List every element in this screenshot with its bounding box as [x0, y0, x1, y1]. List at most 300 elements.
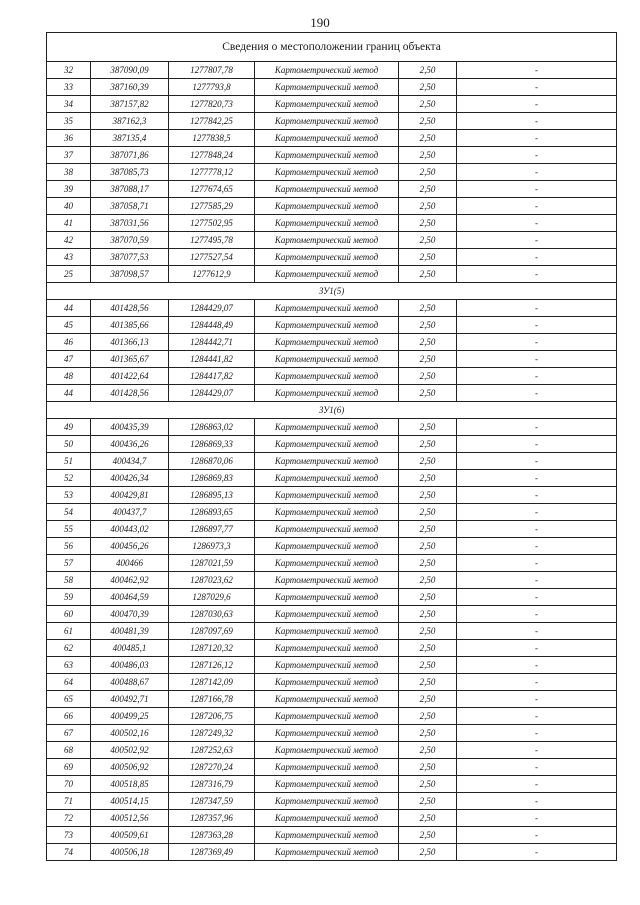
x-coordinate-cell: 400485,1 [91, 640, 169, 657]
determination-method-cell: Картометрический метод [255, 521, 399, 538]
description-cell: - [457, 810, 617, 827]
table-row [47, 368, 617, 385]
determination-method-cell: Картометрический метод [255, 96, 399, 113]
point-number-cell: 46 [47, 334, 91, 351]
determination-method-cell: Картометрический метод [255, 266, 399, 283]
description-cell: - [457, 742, 617, 759]
y-coordinate-cell: 1287142,09 [169, 674, 255, 691]
x-coordinate-cell: 401428,56 [91, 385, 169, 402]
determination-method-cell: Картометрический метод [255, 215, 399, 232]
table-row [47, 419, 617, 436]
x-coordinate-cell: 387157,82 [91, 96, 169, 113]
accuracy-cell: 2,50 [399, 589, 457, 606]
description-cell: - [457, 640, 617, 657]
description-cell: - [457, 130, 617, 147]
description-cell: - [457, 572, 617, 589]
determination-method-cell: Картометрический метод [255, 674, 399, 691]
description-cell: - [457, 147, 617, 164]
accuracy-cell: 2,50 [399, 334, 457, 351]
table-row [47, 436, 617, 453]
point-number-cell: 39 [47, 181, 91, 198]
accuracy-cell: 2,50 [399, 215, 457, 232]
description-cell: - [457, 351, 617, 368]
point-number-cell: 40 [47, 198, 91, 215]
table-row [47, 691, 617, 708]
description-cell: - [457, 436, 617, 453]
description-cell: - [457, 96, 617, 113]
accuracy-cell: 2,50 [399, 266, 457, 283]
x-coordinate-cell: 401422,64 [91, 368, 169, 385]
point-number-cell: 55 [47, 521, 91, 538]
determination-method-cell: Картометрический метод [255, 810, 399, 827]
point-number-cell: 48 [47, 368, 91, 385]
point-number-cell: 66 [47, 708, 91, 725]
accuracy-cell: 2,50 [399, 674, 457, 691]
determination-method-cell: Картометрический метод [255, 419, 399, 436]
description-cell: - [457, 776, 617, 793]
point-number-cell: 64 [47, 674, 91, 691]
description-cell: - [457, 385, 617, 402]
y-coordinate-cell: 1284429,07 [169, 300, 255, 317]
determination-method-cell: Картометрический метод [255, 555, 399, 572]
table-row [47, 487, 617, 504]
y-coordinate-cell: 1287357,96 [169, 810, 255, 827]
point-number-cell: 44 [47, 300, 91, 317]
determination-method-cell: Картометрический метод [255, 334, 399, 351]
x-coordinate-cell: 387160,39 [91, 79, 169, 96]
accuracy-cell: 2,50 [399, 147, 457, 164]
description-cell: - [457, 453, 617, 470]
page-number: 190 [310, 15, 330, 30]
table-row [47, 351, 617, 368]
accuracy-cell: 2,50 [399, 657, 457, 674]
description-cell: - [457, 470, 617, 487]
accuracy-cell: 2,50 [399, 300, 457, 317]
accuracy-cell: 2,50 [399, 810, 457, 827]
x-coordinate-cell: 387085,73 [91, 164, 169, 181]
description-cell: - [457, 555, 617, 572]
point-number-cell: 25 [47, 266, 91, 283]
determination-method-cell: Картометрический метод [255, 572, 399, 589]
description-cell: - [457, 589, 617, 606]
x-coordinate-cell: 387071,86 [91, 147, 169, 164]
table-row [47, 130, 617, 147]
point-number-cell: 42 [47, 232, 91, 249]
description-cell: - [457, 113, 617, 130]
y-coordinate-cell: 1277807,78 [169, 62, 255, 79]
description-cell: - [457, 844, 617, 861]
accuracy-cell: 2,50 [399, 606, 457, 623]
y-coordinate-cell: 1286973,3 [169, 538, 255, 555]
determination-method-cell: Картометрический метод [255, 657, 399, 674]
determination-method-cell: Картометрический метод [255, 368, 399, 385]
table-row [47, 759, 617, 776]
point-number-cell: 45 [47, 317, 91, 334]
description-cell: - [457, 181, 617, 198]
description-cell: - [457, 793, 617, 810]
table-row [47, 776, 617, 793]
description-cell: - [457, 419, 617, 436]
determination-method-cell: Картометрический метод [255, 691, 399, 708]
description-cell: - [457, 62, 617, 79]
accuracy-cell: 2,50 [399, 742, 457, 759]
y-coordinate-cell: 1287347,59 [169, 793, 255, 810]
table-row [47, 640, 617, 657]
table-row [47, 589, 617, 606]
accuracy-cell: 2,50 [399, 249, 457, 266]
accuracy-cell: 2,50 [399, 844, 457, 861]
point-number-cell: 49 [47, 419, 91, 436]
determination-method-cell: Картометрический метод [255, 147, 399, 164]
accuracy-cell: 2,50 [399, 521, 457, 538]
description-cell: - [457, 249, 617, 266]
point-number-cell: 71 [47, 793, 91, 810]
determination-method-cell: Картометрический метод [255, 742, 399, 759]
x-coordinate-cell: 400436,26 [91, 436, 169, 453]
y-coordinate-cell: 1277793,8 [169, 79, 255, 96]
x-coordinate-cell: 400437,7 [91, 504, 169, 521]
table-row [47, 623, 617, 640]
y-coordinate-cell: 1287097,69 [169, 623, 255, 640]
x-coordinate-cell: 400481,39 [91, 623, 169, 640]
x-coordinate-cell: 400486,03 [91, 657, 169, 674]
accuracy-cell: 2,50 [399, 79, 457, 96]
determination-method-cell: Картометрический метод [255, 844, 399, 861]
accuracy-cell: 2,50 [399, 793, 457, 810]
table-row [47, 470, 617, 487]
description-cell: - [457, 606, 617, 623]
boundary-coordinates-table [46, 32, 617, 861]
determination-method-cell: Картометрический метод [255, 385, 399, 402]
y-coordinate-cell: 1287206,75 [169, 708, 255, 725]
point-number-cell: 37 [47, 147, 91, 164]
table-row [47, 657, 617, 674]
description-cell: - [457, 623, 617, 640]
description-cell: - [457, 368, 617, 385]
point-number-cell: 47 [47, 351, 91, 368]
y-coordinate-cell: 1287166,78 [169, 691, 255, 708]
point-number-cell: 32 [47, 62, 91, 79]
table-row [47, 453, 617, 470]
description-cell: - [457, 708, 617, 725]
description-cell: - [457, 538, 617, 555]
point-number-cell: 73 [47, 827, 91, 844]
determination-method-cell: Картометрический метод [255, 130, 399, 147]
table-row [47, 810, 617, 827]
determination-method-cell: Картометрический метод [255, 232, 399, 249]
point-number-cell: 35 [47, 113, 91, 130]
x-coordinate-cell: 400426,34 [91, 470, 169, 487]
accuracy-cell: 2,50 [399, 538, 457, 555]
table-row [47, 266, 617, 283]
x-coordinate-cell: 387135,4 [91, 130, 169, 147]
table-row [47, 725, 617, 742]
determination-method-cell: Картометрический метод [255, 198, 399, 215]
description-cell: - [457, 487, 617, 504]
accuracy-cell: 2,50 [399, 623, 457, 640]
determination-method-cell: Картометрический метод [255, 640, 399, 657]
y-coordinate-cell: 1284441,82 [169, 351, 255, 368]
y-coordinate-cell: 1286895,13 [169, 487, 255, 504]
table-row [47, 385, 617, 402]
y-coordinate-cell: 1286869,33 [169, 436, 255, 453]
determination-method-cell: Картометрический метод [255, 300, 399, 317]
determination-method-cell: Картометрический метод [255, 725, 399, 742]
y-coordinate-cell: 1284442,71 [169, 334, 255, 351]
table-row [47, 249, 617, 266]
determination-method-cell: Картометрический метод [255, 79, 399, 96]
point-number-cell: 65 [47, 691, 91, 708]
point-number-cell: 62 [47, 640, 91, 657]
section-header-row [47, 283, 617, 300]
description-cell: - [457, 674, 617, 691]
y-coordinate-cell: 1287363,28 [169, 827, 255, 844]
table-row [47, 742, 617, 759]
table-title-row [47, 33, 617, 62]
description-cell: - [457, 759, 617, 776]
table-row [47, 674, 617, 691]
x-coordinate-cell: 400429,81 [91, 487, 169, 504]
point-number-cell: 57 [47, 555, 91, 572]
determination-method-cell: Картометрический метод [255, 249, 399, 266]
accuracy-cell: 2,50 [399, 351, 457, 368]
point-number-cell: 33 [47, 79, 91, 96]
accuracy-cell: 2,50 [399, 759, 457, 776]
y-coordinate-cell: 1287021,59 [169, 555, 255, 572]
determination-method-cell: Картометрический метод [255, 538, 399, 555]
accuracy-cell: 2,50 [399, 453, 457, 470]
y-coordinate-cell: 1277842,25 [169, 113, 255, 130]
x-coordinate-cell: 401385,66 [91, 317, 169, 334]
table-row [47, 96, 617, 113]
determination-method-cell: Картометрический метод [255, 453, 399, 470]
y-coordinate-cell: 1286869,83 [169, 470, 255, 487]
x-coordinate-cell: 400506,18 [91, 844, 169, 861]
point-number-cell: 52 [47, 470, 91, 487]
table-row [47, 334, 617, 351]
point-number-cell: 36 [47, 130, 91, 147]
point-number-cell: 44 [47, 385, 91, 402]
y-coordinate-cell: 1287270,24 [169, 759, 255, 776]
point-number-cell: 54 [47, 504, 91, 521]
x-coordinate-cell: 400502,16 [91, 725, 169, 742]
point-number-cell: 43 [47, 249, 91, 266]
determination-method-cell: Картометрический метод [255, 164, 399, 181]
accuracy-cell: 2,50 [399, 725, 457, 742]
point-number-cell: 59 [47, 589, 91, 606]
determination-method-cell: Картометрический метод [255, 589, 399, 606]
description-cell: - [457, 504, 617, 521]
accuracy-cell: 2,50 [399, 487, 457, 504]
point-number-cell: 34 [47, 96, 91, 113]
table-row [47, 232, 617, 249]
y-coordinate-cell: 1277848,24 [169, 147, 255, 164]
determination-method-cell: Картометрический метод [255, 487, 399, 504]
x-coordinate-cell: 400466 [91, 555, 169, 572]
point-number-cell: 53 [47, 487, 91, 504]
point-number-cell: 60 [47, 606, 91, 623]
determination-method-cell: Картометрический метод [255, 436, 399, 453]
x-coordinate-cell: 400518,85 [91, 776, 169, 793]
determination-method-cell: Картометрический метод [255, 470, 399, 487]
accuracy-cell: 2,50 [399, 232, 457, 249]
y-coordinate-cell: 1287316,79 [169, 776, 255, 793]
y-coordinate-cell: 1287030,63 [169, 606, 255, 623]
y-coordinate-cell: 1277612,9 [169, 266, 255, 283]
description-cell: - [457, 691, 617, 708]
x-coordinate-cell: 400470,39 [91, 606, 169, 623]
table-row [47, 521, 617, 538]
y-coordinate-cell: 1286870,06 [169, 453, 255, 470]
accuracy-cell: 2,50 [399, 504, 457, 521]
x-coordinate-cell: 387070,59 [91, 232, 169, 249]
table-row [47, 827, 617, 844]
x-coordinate-cell: 400492,71 [91, 691, 169, 708]
determination-method-cell: Картометрический метод [255, 62, 399, 79]
accuracy-cell: 2,50 [399, 555, 457, 572]
y-coordinate-cell: 1277820,73 [169, 96, 255, 113]
point-number-cell: 70 [47, 776, 91, 793]
description-cell: - [457, 79, 617, 96]
y-coordinate-cell: 1286893,65 [169, 504, 255, 521]
determination-method-cell: Картометрический метод [255, 708, 399, 725]
determination-method-cell: Картометрический метод [255, 776, 399, 793]
point-number-cell: 50 [47, 436, 91, 453]
x-coordinate-cell: 401365,67 [91, 351, 169, 368]
point-number-cell: 74 [47, 844, 91, 861]
x-coordinate-cell: 387162,3 [91, 113, 169, 130]
x-coordinate-cell: 387031,56 [91, 215, 169, 232]
accuracy-cell: 2,50 [399, 385, 457, 402]
x-coordinate-cell: 401428,56 [91, 300, 169, 317]
x-coordinate-cell: 400512,56 [91, 810, 169, 827]
table-row [47, 164, 617, 181]
y-coordinate-cell: 1277495,78 [169, 232, 255, 249]
accuracy-cell: 2,50 [399, 130, 457, 147]
y-coordinate-cell: 1287023,62 [169, 572, 255, 589]
x-coordinate-cell: 400435,39 [91, 419, 169, 436]
table-row [47, 793, 617, 810]
description-cell: - [457, 334, 617, 351]
table-row [47, 215, 617, 232]
table-row [47, 538, 617, 555]
y-coordinate-cell: 1287249,32 [169, 725, 255, 742]
description-cell: - [457, 827, 617, 844]
x-coordinate-cell: 400502,92 [91, 742, 169, 759]
point-number-cell: 56 [47, 538, 91, 555]
x-coordinate-cell: 400499,25 [91, 708, 169, 725]
x-coordinate-cell: 400462,92 [91, 572, 169, 589]
x-coordinate-cell: 387098,57 [91, 266, 169, 283]
accuracy-cell: 2,50 [399, 827, 457, 844]
x-coordinate-cell: 387088,17 [91, 181, 169, 198]
description-cell: - [457, 232, 617, 249]
determination-method-cell: Картометрический метод [255, 606, 399, 623]
point-number-cell: 38 [47, 164, 91, 181]
determination-method-cell: Картометрический метод [255, 759, 399, 776]
table-row [47, 708, 617, 725]
point-number-cell: 69 [47, 759, 91, 776]
determination-method-cell: Картометрический метод [255, 504, 399, 521]
x-coordinate-cell: 400506,92 [91, 759, 169, 776]
description-cell: - [457, 657, 617, 674]
section-label: ЗУ1(5) [47, 283, 617, 300]
table-row [47, 113, 617, 130]
determination-method-cell: Картометрический метод [255, 827, 399, 844]
accuracy-cell: 2,50 [399, 368, 457, 385]
determination-method-cell: Картометрический метод [255, 351, 399, 368]
description-cell: - [457, 164, 617, 181]
description-cell: - [457, 300, 617, 317]
accuracy-cell: 2,50 [399, 572, 457, 589]
table-row [47, 504, 617, 521]
x-coordinate-cell: 387090,09 [91, 62, 169, 79]
y-coordinate-cell: 1286897,77 [169, 521, 255, 538]
description-cell: - [457, 317, 617, 334]
accuracy-cell: 2,50 [399, 198, 457, 215]
x-coordinate-cell: 387058,71 [91, 198, 169, 215]
point-number-cell: 61 [47, 623, 91, 640]
accuracy-cell: 2,50 [399, 436, 457, 453]
accuracy-cell: 2,50 [399, 640, 457, 657]
table-row [47, 572, 617, 589]
section-header-row [47, 402, 617, 419]
x-coordinate-cell: 400514,15 [91, 793, 169, 810]
table-row [47, 79, 617, 96]
table-row [47, 147, 617, 164]
x-coordinate-cell: 400443,02 [91, 521, 169, 538]
y-coordinate-cell: 1286863,02 [169, 419, 255, 436]
determination-method-cell: Картометрический метод [255, 793, 399, 810]
y-coordinate-cell: 1284448,49 [169, 317, 255, 334]
y-coordinate-cell: 1277838,5 [169, 130, 255, 147]
determination-method-cell: Картометрический метод [255, 181, 399, 198]
table-row [47, 606, 617, 623]
x-coordinate-cell: 401366,13 [91, 334, 169, 351]
y-coordinate-cell: 1284429,07 [169, 385, 255, 402]
table-row [47, 555, 617, 572]
table-row [47, 317, 617, 334]
description-cell: - [457, 521, 617, 538]
x-coordinate-cell: 400456,26 [91, 538, 169, 555]
section-label: ЗУ1(6) [47, 402, 617, 419]
accuracy-cell: 2,50 [399, 113, 457, 130]
accuracy-cell: 2,50 [399, 708, 457, 725]
y-coordinate-cell: 1277527,54 [169, 249, 255, 266]
description-cell: - [457, 198, 617, 215]
point-number-cell: 68 [47, 742, 91, 759]
y-coordinate-cell: 1287120,32 [169, 640, 255, 657]
y-coordinate-cell: 1284417,82 [169, 368, 255, 385]
x-coordinate-cell: 400509,61 [91, 827, 169, 844]
point-number-cell: 51 [47, 453, 91, 470]
x-coordinate-cell: 400464,59 [91, 589, 169, 606]
accuracy-cell: 2,50 [399, 470, 457, 487]
y-coordinate-cell: 1277778,12 [169, 164, 255, 181]
determination-method-cell: Картометрический метод [255, 317, 399, 334]
determination-method-cell: Картометрический метод [255, 623, 399, 640]
point-number-cell: 41 [47, 215, 91, 232]
accuracy-cell: 2,50 [399, 691, 457, 708]
y-coordinate-cell: 1287029,6 [169, 589, 255, 606]
table-row [47, 300, 617, 317]
accuracy-cell: 2,50 [399, 317, 457, 334]
table-row [47, 181, 617, 198]
determination-method-cell: Картометрический метод [255, 113, 399, 130]
y-coordinate-cell: 1287369,49 [169, 844, 255, 861]
description-cell: - [457, 266, 617, 283]
accuracy-cell: 2,50 [399, 62, 457, 79]
